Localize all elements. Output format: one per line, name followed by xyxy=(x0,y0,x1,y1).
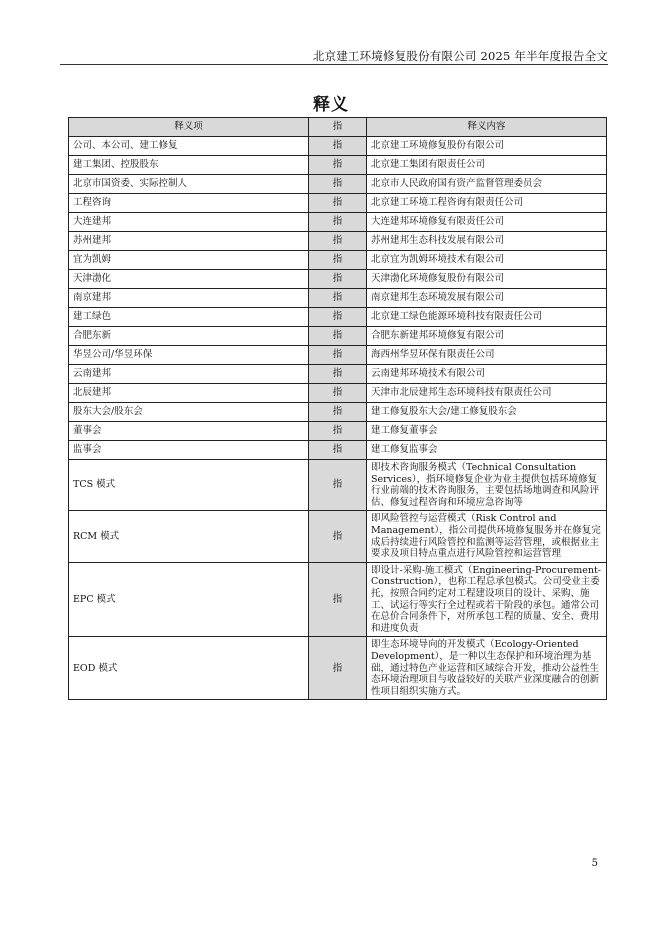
row-desc: 北京宜为凯姆环境技术有限公司 xyxy=(367,251,607,270)
row-term: EOD 模式 xyxy=(69,637,309,700)
row-desc: 苏州建邦生态科技发展有限公司 xyxy=(367,232,607,251)
table-row xyxy=(69,175,607,194)
table-row xyxy=(69,403,607,422)
row-mid: 指 xyxy=(309,403,367,422)
row-desc: 北京市人民政府国有资产监督管理委员会 xyxy=(367,175,607,194)
table-row xyxy=(69,194,607,213)
row-mid: 指 xyxy=(309,289,367,308)
page-number: 5 xyxy=(591,858,598,869)
row-desc: 海西州华昱环保有限责任公司 xyxy=(367,346,607,365)
row-desc: 合肥东新建邦环境修复有限公司 xyxy=(367,327,607,346)
row-mid: 指 xyxy=(309,460,367,511)
row-term: 北辰建邦 xyxy=(69,384,309,403)
table-row xyxy=(69,365,607,384)
row-mid: 指 xyxy=(309,422,367,441)
row-desc: 建工修复监事会 xyxy=(367,441,607,460)
table-row xyxy=(69,251,607,270)
row-desc: 北京建工环境修复股份有限公司 xyxy=(367,137,607,156)
row-desc: 即风险管控与运营模式（Risk Control and Management），指公司提供环境修复服务并在修复完成后持续进行风险管控和监测等运营管理，或根据业主要求及项目特点重点进行风险管控和运营管理 xyxy=(367,511,607,562)
row-mid: 指 xyxy=(309,511,367,562)
table-row xyxy=(69,289,607,308)
table-row xyxy=(69,562,607,637)
row-term: 工程咨询 xyxy=(69,194,309,213)
row-term: 华昱公司/华昱环保 xyxy=(69,346,309,365)
row-term: TCS 模式 xyxy=(69,460,309,511)
row-term: 天津渤化 xyxy=(69,270,309,289)
definitions-table xyxy=(68,117,607,700)
report-header: 北京建工环境修复股份有限公司 2025 年半年度报告全文 xyxy=(312,49,608,63)
row-desc: 建工修复董事会 xyxy=(367,422,607,441)
row-desc: 南京建邦生态环境发展有限公司 xyxy=(367,289,607,308)
row-mid: 指 xyxy=(309,137,367,156)
row-mid: 指 xyxy=(309,365,367,384)
row-term: 云南建邦 xyxy=(69,365,309,384)
row-desc: 天津市北辰建邦生态环境科技有限责任公司 xyxy=(367,384,607,403)
row-term: EPC 模式 xyxy=(69,562,309,637)
table-row xyxy=(69,384,607,403)
row-mid: 指 xyxy=(309,308,367,327)
row-mid: 指 xyxy=(309,637,367,700)
row-term: 北京市国资委、实际控制人 xyxy=(69,175,309,194)
row-term: 建工绿色 xyxy=(69,308,309,327)
row-mid: 指 xyxy=(309,175,367,194)
row-desc: 北京建工绿色能源环境科技有限责任公司 xyxy=(367,308,607,327)
row-desc: 天津渤化环境修复股份有限公司 xyxy=(367,270,607,289)
row-term: 监事会 xyxy=(69,441,309,460)
row-mid: 指 xyxy=(309,251,367,270)
table-row xyxy=(69,346,607,365)
row-mid: 指 xyxy=(309,327,367,346)
table-row xyxy=(69,327,607,346)
row-term: 公司、本公司、建工修复 xyxy=(69,137,309,156)
table-header-row xyxy=(69,118,607,137)
row-term: 董事会 xyxy=(69,422,309,441)
table-row xyxy=(69,308,607,327)
header-divider xyxy=(60,64,608,65)
row-desc: 云南建邦环境技术有限公司 xyxy=(367,365,607,384)
table-row xyxy=(69,511,607,562)
table-row xyxy=(69,213,607,232)
table-row xyxy=(69,637,607,700)
table-row xyxy=(69,232,607,251)
row-term: 宜为凯姆 xyxy=(69,251,309,270)
table-row xyxy=(69,156,607,175)
row-term: 合肥东新 xyxy=(69,327,309,346)
row-desc: 建工修复股东大会/建工修复股东会 xyxy=(367,403,607,422)
row-desc: 北京建工环境工程咨询有限责任公司 xyxy=(367,194,607,213)
row-mid: 指 xyxy=(309,346,367,365)
row-term: 股东大会/股东会 xyxy=(69,403,309,422)
row-mid: 指 xyxy=(309,441,367,460)
row-term: RCM 模式 xyxy=(69,511,309,562)
page-title: 释义 xyxy=(313,95,349,115)
row-desc: 大连建邦环境修复有限责任公司 xyxy=(367,213,607,232)
row-desc: 即生态环境导向的开发模式（Ecology-Oriented Development），是一种以生态保护和环境治理为基础，通过特色产业运营和区域综合开发，推动公益性生态环境治理项目与收益较好的关联产业深度融合的创新性项目组织实施方式。 xyxy=(367,637,607,700)
row-desc: 即设计-采购-施工模式（Engineering-Procurement-Construction），也称工程总承包模式。公司受业主委托，按照合同约定对工程建设项目的设计、采购、施工、试运行等实行全过程或若干阶段的承包。通常公司在总价合同条件下，对所承包工程的质量、安全、费用和进度负责 xyxy=(367,562,607,637)
row-desc: 即技术咨询服务模式（Technical Consultation Services），指环境修复企业为业主提供包括环境修复行业前端的技术咨询服务，主要包括场地调查和风险评估、修复过程咨询和环境应急咨询等 xyxy=(367,460,607,511)
row-term: 南京建邦 xyxy=(69,289,309,308)
header-mid: 指 xyxy=(309,118,367,137)
row-mid: 指 xyxy=(309,384,367,403)
table-row xyxy=(69,422,607,441)
row-mid: 指 xyxy=(309,562,367,637)
header-desc: 释义内容 xyxy=(367,118,607,137)
row-mid: 指 xyxy=(309,156,367,175)
row-term: 大连建邦 xyxy=(69,213,309,232)
row-mid: 指 xyxy=(309,213,367,232)
table-row xyxy=(69,441,607,460)
table-row xyxy=(69,270,607,289)
row-mid: 指 xyxy=(309,232,367,251)
row-mid: 指 xyxy=(309,194,367,213)
table-row xyxy=(69,460,607,511)
header-term: 释义项 xyxy=(69,118,309,137)
row-term: 建工集团、控股股东 xyxy=(69,156,309,175)
row-term: 苏州建邦 xyxy=(69,232,309,251)
row-desc: 北京建工集团有限责任公司 xyxy=(367,156,607,175)
table-row xyxy=(69,137,607,156)
row-mid: 指 xyxy=(309,270,367,289)
